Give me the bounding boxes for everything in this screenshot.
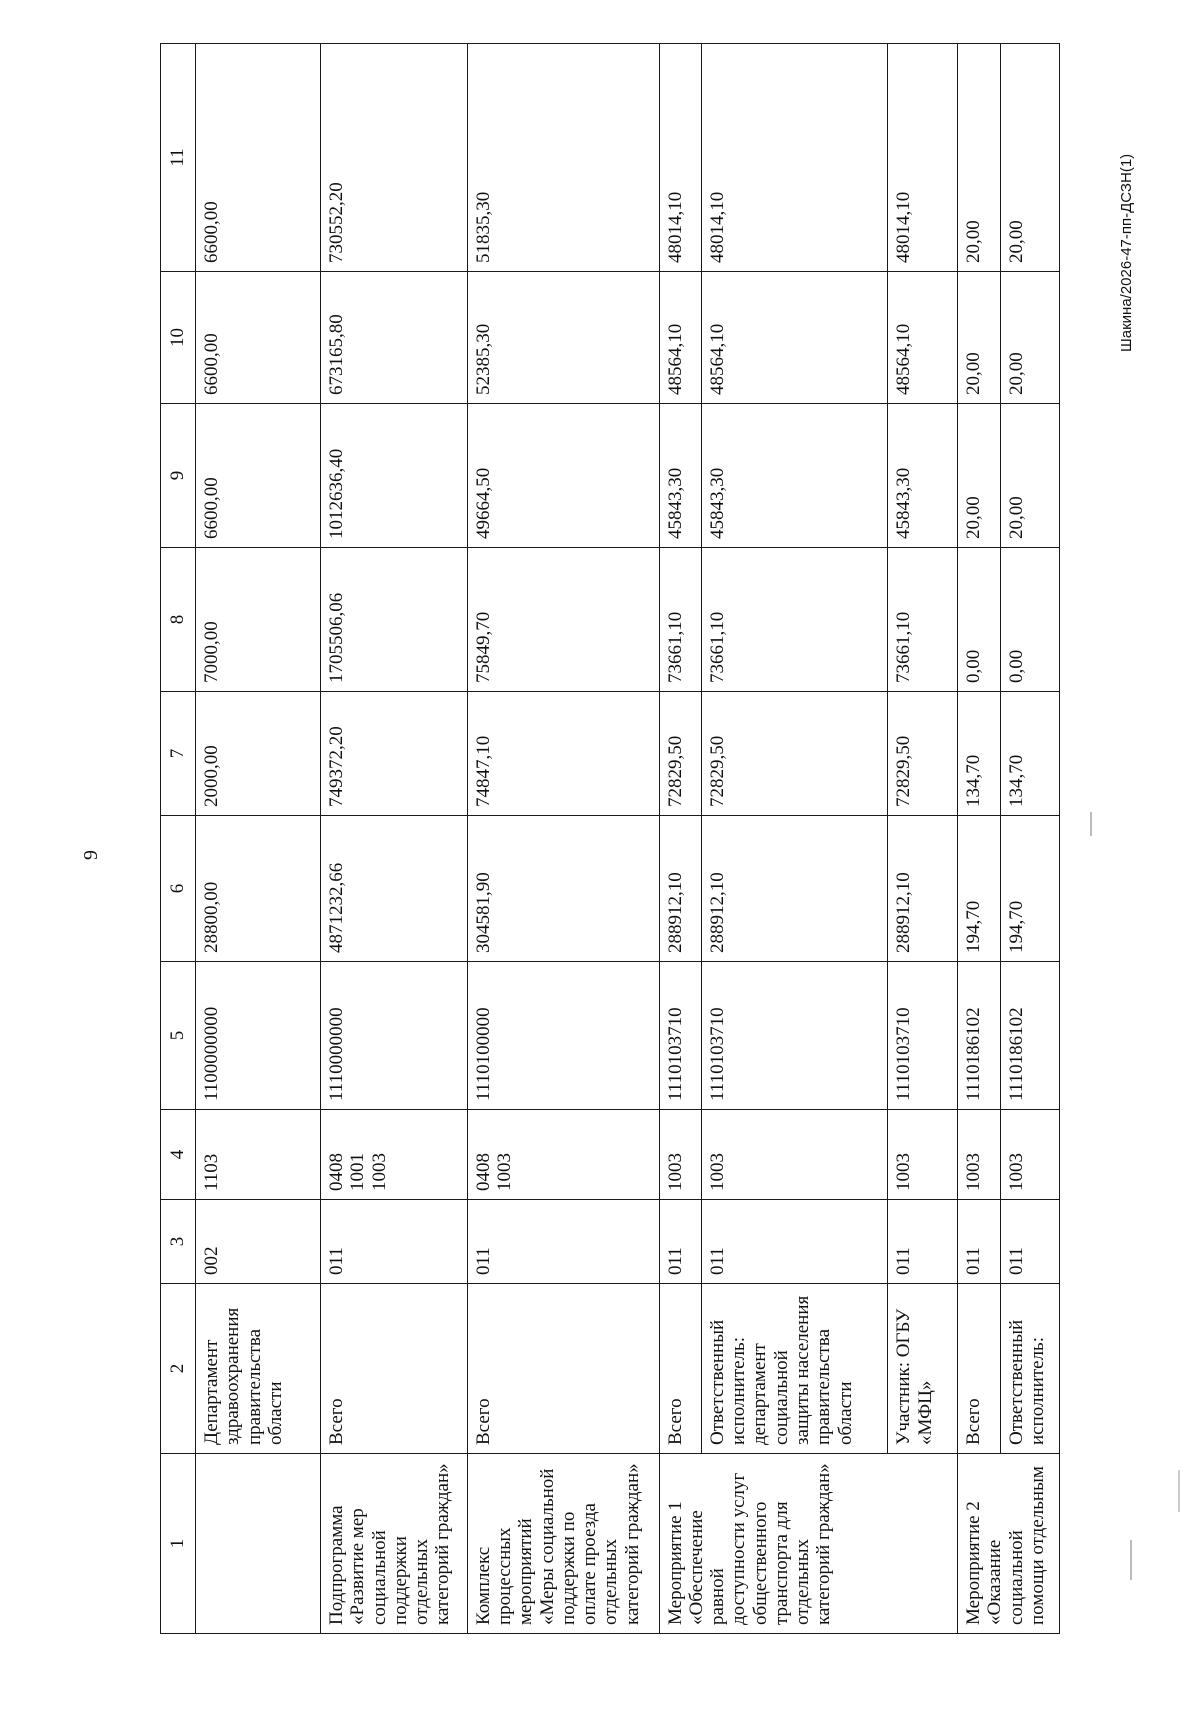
- grbs-code-cell: 011: [888, 1200, 958, 1284]
- section-code-cell: 1103: [196, 1110, 321, 1200]
- column-header: 1: [161, 1454, 196, 1634]
- executor-cell: Ответственный исполнитель: департамент социальной защиты населения правительства области: [701, 1284, 887, 1454]
- section-code-cell: 1003: [958, 1110, 1000, 1200]
- margin-mark: [1130, 1540, 1132, 1580]
- table-row: [196, 44, 321, 1634]
- executor-cell: Участник: ОГБУ «МФЦ»: [888, 1284, 958, 1454]
- amount-cell: 0,00: [958, 548, 1000, 692]
- table-row: [1000, 44, 1059, 1634]
- column-header: 5: [161, 962, 196, 1110]
- grbs-code-cell: 011: [467, 1200, 659, 1284]
- grbs-code-cell: 011: [1000, 1200, 1059, 1284]
- section-code-cell: 1003: [701, 1110, 887, 1200]
- grbs-code-cell: 011: [320, 1200, 467, 1284]
- section-code-cell: 1003: [659, 1110, 701, 1200]
- section-code-cell: 0408 1003: [467, 1110, 659, 1200]
- table-row: [958, 44, 1000, 1634]
- amount-cell: 20,00: [958, 44, 1000, 272]
- target-article-cell: 1110100000: [467, 962, 659, 1110]
- amount-cell: 673165,80: [320, 272, 467, 404]
- amount-cell: 7000,00: [196, 548, 321, 692]
- amount-cell: 73661,10: [701, 548, 887, 692]
- executor-cell: Всего: [467, 1284, 659, 1454]
- table-row: [320, 44, 467, 1634]
- section-code-cell: 0408 1001 1003: [320, 1110, 467, 1200]
- amount-cell: 6600,00: [196, 404, 321, 548]
- target-article-cell: 1110186102: [958, 962, 1000, 1110]
- amount-cell: 45843,30: [659, 404, 701, 548]
- amount-cell: 288912,10: [888, 816, 958, 962]
- amount-cell: 20,00: [1000, 404, 1059, 548]
- column-header: 10: [161, 272, 196, 404]
- amount-cell: 1012636,40: [320, 404, 467, 548]
- amount-cell: 194,70: [1000, 816, 1059, 962]
- program-name-cell: Подпрограмма «Развитие мер социальной поддержки отдельных категорий граждан»: [320, 1454, 467, 1634]
- amount-cell: 134,70: [958, 692, 1000, 816]
- amount-cell: 72829,50: [701, 692, 887, 816]
- amount-cell: 20,00: [958, 404, 1000, 548]
- program-name-cell: Мероприятие 1 «Обеспечение равной доступности услуг общественного транспорта для отдельных категорий граждан»: [659, 1454, 958, 1634]
- grbs-code-cell: 011: [701, 1200, 887, 1284]
- amount-cell: 45843,30: [701, 404, 887, 548]
- amount-cell: 73661,10: [888, 548, 958, 692]
- amount-cell: 4871232,66: [320, 816, 467, 962]
- amount-cell: 75849,70: [467, 548, 659, 692]
- amount-cell: 74847,10: [467, 692, 659, 816]
- amount-cell: 49664,50: [467, 404, 659, 548]
- amount-cell: 6600,00: [196, 272, 321, 404]
- amount-cell: 749372,20: [320, 692, 467, 816]
- amount-cell: 72829,50: [659, 692, 701, 816]
- table-row: [659, 44, 701, 1634]
- amount-cell: 72829,50: [888, 692, 958, 816]
- amount-cell: 48564,10: [888, 272, 958, 404]
- column-header: 7: [161, 692, 196, 816]
- amount-cell: 194,70: [958, 816, 1000, 962]
- budget-table-container: [160, 44, 1060, 1634]
- target-article-cell: 1110103710: [701, 962, 887, 1110]
- document-code: Шакина/2026-47-пп-ДСЗН(1): [1118, 153, 1135, 352]
- page-number: 9: [80, 850, 102, 860]
- amount-cell: 1705506,06: [320, 548, 467, 692]
- target-article-cell: 1110103710: [888, 962, 958, 1110]
- margin-mark: [1090, 812, 1092, 836]
- table-row: [888, 44, 958, 1634]
- section-code-cell: 1003: [888, 1110, 958, 1200]
- column-header: 9: [161, 404, 196, 548]
- section-code-cell: 1003: [1000, 1110, 1059, 1200]
- executor-cell: Ответственный исполнитель:: [1000, 1284, 1059, 1454]
- amount-cell: 288912,10: [659, 816, 701, 962]
- column-header: 4: [161, 1110, 196, 1200]
- amount-cell: 2000,00: [196, 692, 321, 816]
- program-name-cell: [196, 1454, 321, 1634]
- column-header: 8: [161, 548, 196, 692]
- target-article-cell: 1100000000: [196, 962, 321, 1110]
- amount-cell: 28800,00: [196, 816, 321, 962]
- table-row: [701, 44, 887, 1634]
- amount-cell: 20,00: [958, 272, 1000, 404]
- amount-cell: 20,00: [1000, 272, 1059, 404]
- margin-mark: [1178, 1470, 1180, 1512]
- grbs-code-cell: 011: [958, 1200, 1000, 1284]
- program-name-cell: Комплекс процессных мероприятий «Меры социальной поддержки по оплате проезда отдельных категорий граждан»: [467, 1454, 659, 1634]
- amount-cell: 0,00: [1000, 548, 1059, 692]
- amount-cell: 134,70: [1000, 692, 1059, 816]
- column-header: 6: [161, 816, 196, 962]
- column-header: 11: [161, 44, 196, 272]
- amount-cell: 48014,10: [888, 44, 958, 272]
- amount-cell: 52385,30: [467, 272, 659, 404]
- amount-cell: 288912,10: [701, 816, 887, 962]
- header-row: [161, 44, 196, 1634]
- amount-cell: 6600,00: [196, 44, 321, 272]
- column-header: 3: [161, 1200, 196, 1284]
- amount-cell: 73661,10: [659, 548, 701, 692]
- target-article-cell: 1110186102: [1000, 962, 1059, 1110]
- executor-cell: Всего: [958, 1284, 1000, 1454]
- executor-cell: Всего: [659, 1284, 701, 1454]
- grbs-code-cell: 011: [659, 1200, 701, 1284]
- executor-cell: Департамент здравоохранения правительства области: [196, 1284, 321, 1454]
- amount-cell: 730552,20: [320, 44, 467, 272]
- amount-cell: 304581,90: [467, 816, 659, 962]
- amount-cell: 51835,30: [467, 44, 659, 272]
- table-row: [467, 44, 659, 1634]
- column-header: 2: [161, 1284, 196, 1454]
- amount-cell: 48564,10: [659, 272, 701, 404]
- amount-cell: 48564,10: [701, 272, 887, 404]
- amount-cell: 20,00: [1000, 44, 1059, 272]
- executor-cell: Всего: [320, 1284, 467, 1454]
- grbs-code-cell: 002: [196, 1200, 321, 1284]
- budget-table: [160, 43, 1060, 1634]
- target-article-cell: 1110000000: [320, 962, 467, 1110]
- amount-cell: 45843,30: [888, 404, 958, 548]
- amount-cell: 48014,10: [701, 44, 887, 272]
- target-article-cell: 1110103710: [659, 962, 701, 1110]
- amount-cell: 48014,10: [659, 44, 701, 272]
- program-name-cell: Мероприятие 2 «Оказание социальной помощи отдельным: [958, 1454, 1060, 1634]
